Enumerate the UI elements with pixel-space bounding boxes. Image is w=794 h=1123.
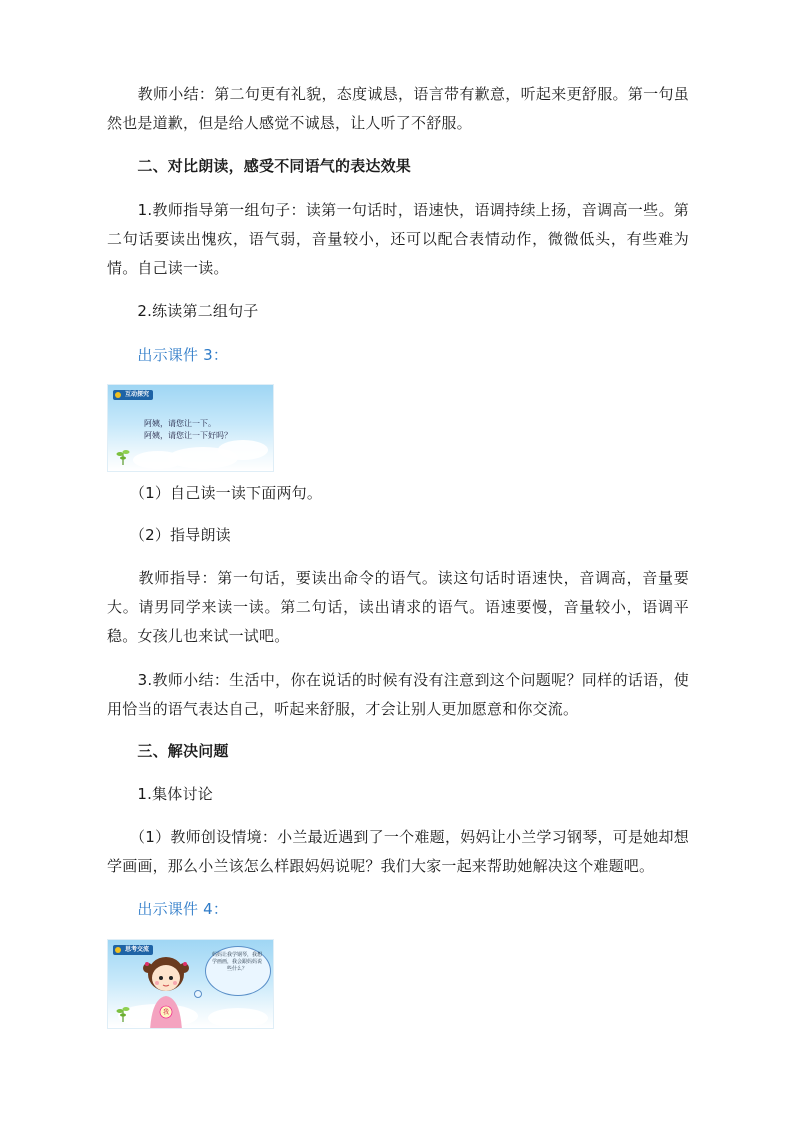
cloud-shape [208, 1008, 268, 1028]
slide-tag: 互动探究 [113, 390, 153, 400]
thought-dot [194, 990, 202, 998]
teacher-summary-3: 3.教师小结：生活中，你在说话的时候有没有注意到这个问题呢？同样的话语，使用恰当的语气表达自己，听起来舒服，才会让别人更加愿意和你交流。 [107, 671, 689, 718]
plant-icon [116, 1004, 130, 1022]
section-heading-3: 三、解决问题 [107, 742, 229, 760]
teacher-summary-paragraph: 教师小结：第二句更有礼貌，态度诚恳，语言带有歉意，听起来更舒服。第一句虽然也是道歉，但是给人感觉不诚恳，让人听了不舒服。 [107, 85, 689, 132]
courseware-3-label: 出示课件 3： [107, 346, 229, 364]
courseware-4-image [107, 939, 274, 1029]
slide-sentence-1: 阿姨，请您让一下。 [144, 419, 216, 428]
girl-illustration [142, 954, 190, 1029]
shirt-label: 我 [162, 1009, 169, 1016]
read-aloud-step-2: （2）指导朗读 [107, 526, 231, 544]
teacher-guidance-paragraph: 教师指导：第一句话，要读出命令的语气。读这句话时语速快，音调高，音量要大。请男同学来读一读。第二句话，读出请求的语气。语速要慢，音量较小，语调平稳。女孩儿也来试一试吧。 [107, 569, 689, 645]
practice-paragraph: 2.练读第二组句子 [107, 302, 259, 320]
plant-icon [116, 447, 130, 465]
courseware-3-image [107, 384, 274, 472]
speech-bubble-text: 妈妈让我学钢琴，我想学画画，我会跟妈妈说些什么？ [211, 952, 262, 972]
guidance-paragraph-1: 1.教师指导第一组句子：读第一句话时，语速快，语调持续上扬，音调高一些。第二句话要读出愧疚，语气弱，音量较小，还可以配合表情动作，微微低头，有些难为情。自己读一读。 [107, 201, 689, 277]
read-aloud-step-1: （1）自己读一读下面两句。 [107, 484, 323, 502]
courseware-4-label: 出示课件 4： [107, 900, 229, 918]
slide-tag: 思考交流 [113, 945, 153, 955]
group-discussion-label: 1.集体讨论 [107, 785, 213, 803]
section-heading-2: 二、对比朗读，感受不同语气的表达效果 [107, 157, 412, 175]
scenario-paragraph: （1）教师创设情境：小兰最近遇到了一个难题，妈妈让小兰学习钢琴，可是她却想学画画，那么小兰该怎么样跟妈妈说呢？我们大家一起来帮助她解决这个难题吧。 [107, 828, 689, 875]
cloud-shape [218, 440, 268, 460]
cloud-shape [133, 451, 183, 469]
slide-sentence-2: 阿姨，请您让一下好吗？ [144, 431, 232, 440]
